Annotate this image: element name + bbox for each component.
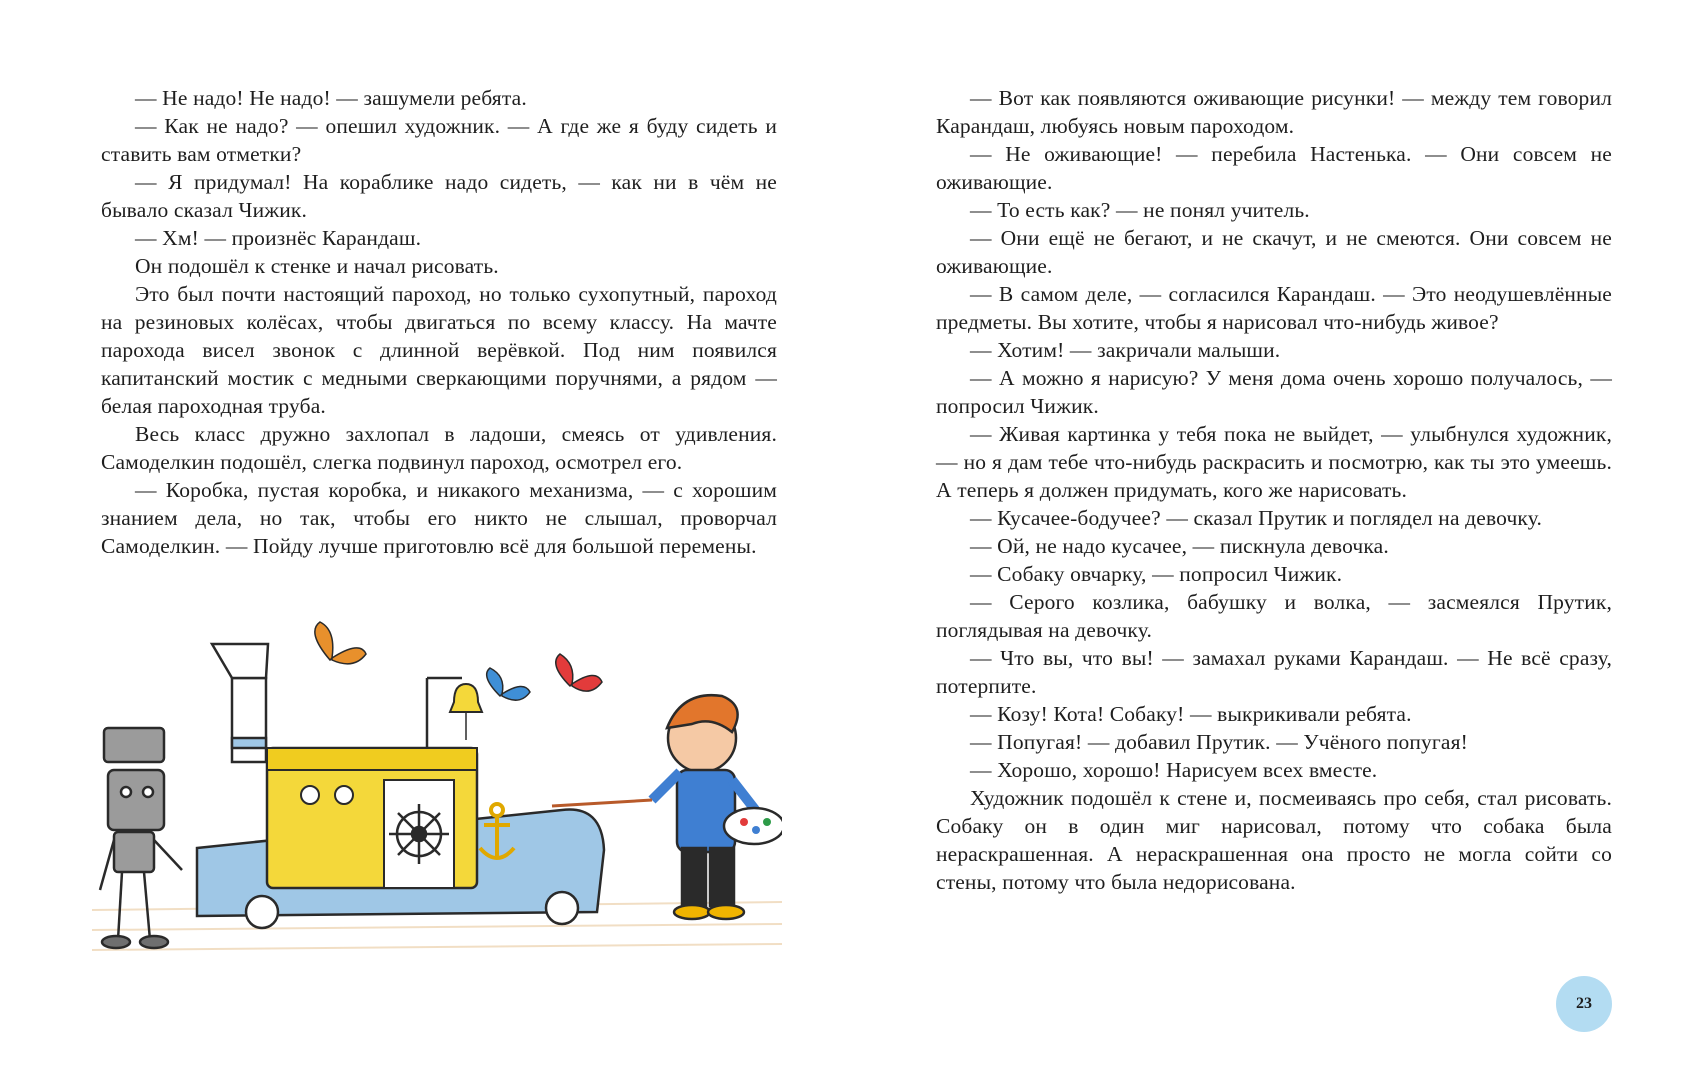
paragraph: — А можно я нарисую? У меня дома очень хорошо получалось, — попросил Чижик.	[936, 366, 1612, 418]
paragraph: — Попугая! — добавил Прутик. — Учёного попугая!	[970, 730, 1468, 754]
paragraph: — Ой, не надо кусачее, — пискнула девочка.	[970, 534, 1389, 558]
paragraph: — Кусачее-бодучее? — сказал Прутик и поглядел на девочку.	[970, 506, 1542, 530]
robot-figure	[100, 728, 182, 948]
boat-wheel	[246, 896, 278, 928]
paragraph: Художник подошёл к стене и, посмеиваясь про себя, стал рисовать. Собаку он в один миг нарисовал, потому что собака была нераскрашенная. А нераскрашенная она просто не могла сойти со стены, потому что была недорисована.	[936, 786, 1612, 894]
paragraph: — Собаку овчарку, — попросил Чижик.	[970, 562, 1343, 586]
paragraph: — Коробка, пустая коробка, и никакого механизма, — с хорошим знанием дела, но так, чтобы его никто не слышал, проворчал Самоделкин. — Пойду лучше приготовлю всё для большой перемены.	[101, 478, 777, 558]
paragraph: — В самом деле, — согласился Карандаш. — Это неодушевлённые предметы. Вы хотите, чтобы я нарисовал что-нибудь живое?	[936, 282, 1612, 334]
paragraph: Он подошёл к стенке и начал рисовать.	[135, 254, 499, 278]
left-text-column	[101, 84, 777, 560]
paragraph: — Что вы, что вы! — замахал руками Карандаш. — Не всё сразу, потерпите.	[936, 646, 1612, 698]
paragraph: — Вот как появляются оживающие рисунки! — между тем говорил Карандаш, любуясь новым пароходом.	[936, 86, 1612, 138]
chimney	[212, 644, 268, 762]
paragraph: — Как не надо? — опешил художник. — А где же я буду сидеть и ставить вам отметки?	[101, 114, 777, 166]
porthole	[301, 786, 319, 804]
ship-wheel-icon	[389, 804, 449, 864]
paragraph: — Живая картинка у тебя пока не выйдет, — улыбнулся художник, — но я дам тебе что-нибудь раскрасить и посмотрю, как ты это умеешь. А теперь я должен придумать, кого же нарисовать.	[936, 422, 1612, 502]
porthole	[335, 786, 353, 804]
butterfly-icon	[556, 654, 602, 691]
page-number: 23	[1556, 976, 1612, 1032]
paragraph: Весь класс дружно захлопал в ладоши, смеясь от удивления. Самоделкин подошёл, слегка подвинул пароход, осмотрел его.	[101, 422, 777, 474]
paragraph: — Они ещё не бегают, и не скачут, и не смеются. Они совсем не оживающие.	[936, 226, 1612, 278]
paragraph: — Хм! — произнёс Карандаш.	[135, 226, 422, 250]
paragraph: — Хотим! — закричали малыши.	[970, 338, 1281, 362]
paragraph: — Козу! Кота! Собаку! — выкрикивали ребята.	[970, 702, 1412, 726]
butterfly-icon	[487, 668, 530, 700]
paragraph: — То есть как? — не понял учитель.	[970, 198, 1310, 222]
butterfly-icon	[315, 622, 366, 664]
paragraph: — Не надо! Не надо! — зашумели ребята.	[135, 86, 527, 110]
paragraph: Это был почти настоящий пароход, но только сухопутный, пароход на резиновых колёсах, чтобы двигаться по всему классу. На мачте парохода висел звонок с длинной верёвкой. Под ним появился капитанский мостик с медными сверкающими поручнями, а рядом — белая пароходная труба.	[101, 282, 777, 418]
paragraph: — Не оживающие! — перебила Настенька. — Они совсем не оживающие.	[936, 142, 1612, 194]
right-text-column	[936, 84, 1612, 896]
paragraph: — Хорошо, хорошо! Нарисуем всех вместе.	[970, 758, 1378, 782]
boat-wheel	[546, 892, 578, 924]
paragraph: — Серого козлика, бабушку и волка, — засмеялся Прутик, поглядывая на девочку.	[936, 590, 1612, 642]
bell-icon	[450, 684, 482, 712]
steamboat-illustration	[92, 620, 782, 965]
paragraph: — Я придумал! На кораблике надо сидеть, — как ни в чём не бывало сказал Чижик.	[101, 170, 777, 222]
